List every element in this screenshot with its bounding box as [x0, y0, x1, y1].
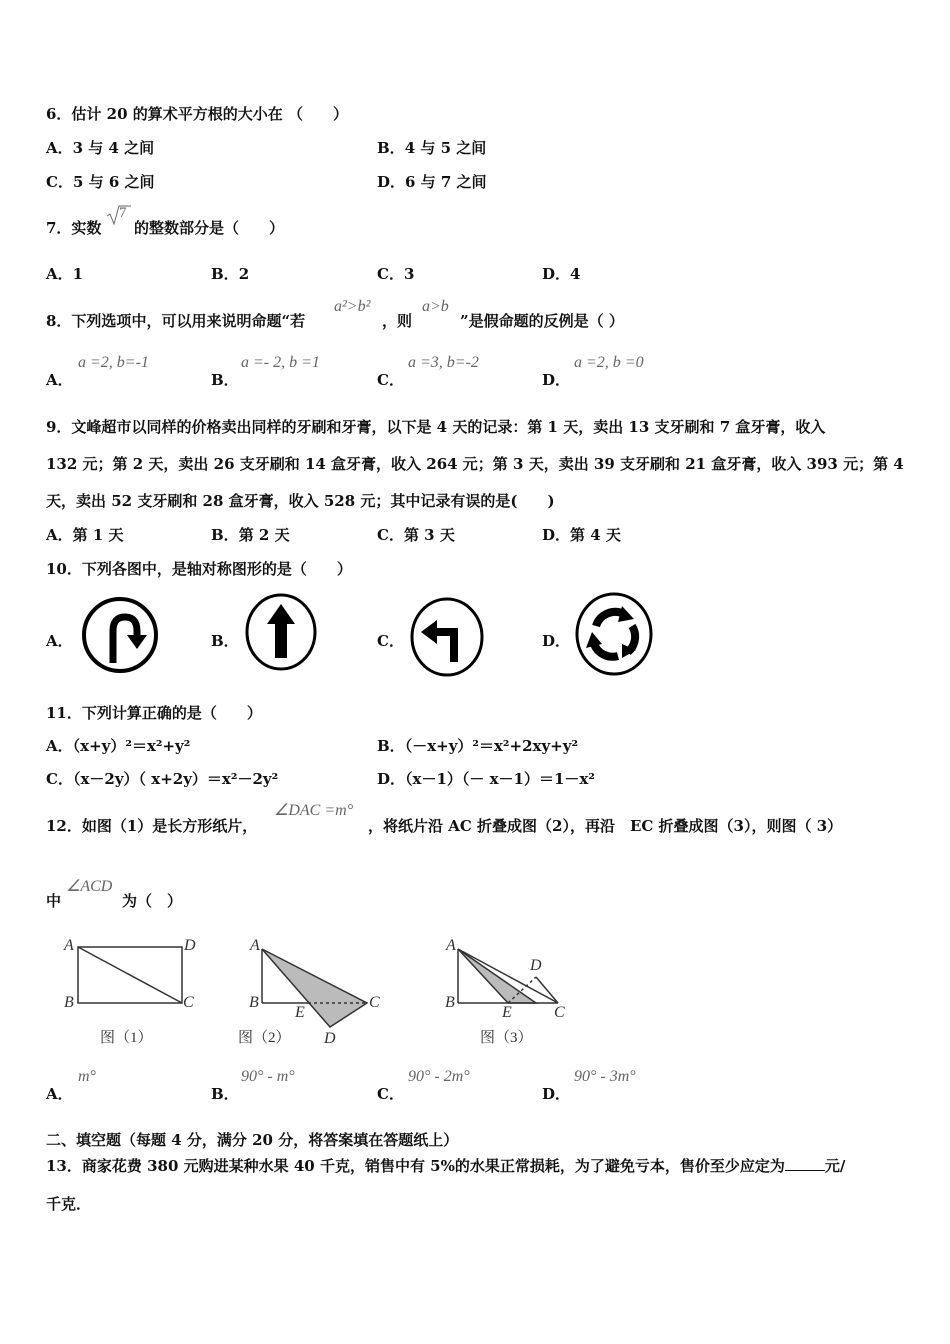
q12-stem-before: 12．如图（1）是长方形纸片， [46, 817, 258, 835]
fig1-label-a: A [64, 937, 74, 954]
q11-option-a: A．（x+y）²＝x²+y² [46, 737, 191, 755]
q8-stem-before: 8．下列选项中，可以用来说明命题“若 [46, 312, 306, 330]
q12-angle-acd: ∠ACD [66, 878, 113, 895]
q8-option-d-math: a =2, b =0 [574, 354, 644, 371]
fig3-label-c: C [554, 1004, 565, 1021]
q7-stem-after: 的整数部分是（ ） [134, 219, 285, 237]
q11-stem: 11．下列计算正确的是（ ） [46, 704, 262, 722]
q7-radicand: 7 [119, 205, 127, 221]
q8-option-a-math: a =2, b=-1 [78, 354, 149, 371]
q12-option-d-math: 90° - 3m° [574, 1068, 636, 1085]
q6-option-a: A．3 与 4 之间 [46, 139, 155, 157]
q9-option-b: B．第 2 天 [211, 526, 290, 544]
q7-option-c: C．3 [377, 265, 415, 283]
q6-option-d: D．6 与 7 之间 [377, 173, 487, 191]
q8-condition-2: a>b [422, 298, 449, 315]
q12-line2-after: 为（ ） [122, 892, 183, 910]
figure-1-caption: 图（1） [100, 1030, 153, 1046]
q9-option-a: A．第 1 天 [46, 526, 124, 544]
q12-option-a-label: A． [46, 1085, 73, 1103]
q8-stem-after: ”是假命题的反例是（ ） [460, 312, 624, 330]
q12-line2-before: 中 [46, 892, 62, 910]
q11-option-d: D．（x－1）（－ x－1）＝1－x² [377, 770, 595, 788]
q12-option-d-label: D． [542, 1085, 571, 1103]
fig1-label-c: C [183, 994, 194, 1011]
q8-option-b-label: B． [211, 371, 239, 389]
fig3-label-d: D [530, 957, 542, 974]
q12-option-c-label: C． [377, 1085, 404, 1103]
fig2-label-a: A [250, 937, 260, 954]
q8-condition-1: a²>b² [334, 298, 371, 315]
q7-option-a: A．1 [46, 265, 84, 283]
q8-option-a-label: A． [46, 371, 73, 389]
q9-line-1: 9．文峰超市以同样的价格卖出同样的牙刷和牙膏，以下是 4 天的记录：第 1 天，卖出 13 支牙刷和 7 盒牙膏，收入 [46, 418, 826, 436]
q13-line2: 千克． [46, 1195, 92, 1213]
fig3-label-e: E [502, 1004, 512, 1021]
q12-angle-dac: ∠DAC =m° [274, 802, 354, 819]
q6-stem: 6．估计 20 的算术平方根的大小在 （ ） [46, 105, 348, 123]
figure-2-caption: 图（2） [238, 1030, 291, 1046]
q10-option-d-label: D． [542, 632, 571, 650]
q12-option-a-math: m° [78, 1068, 96, 1085]
q10-option-c-label: C． [377, 632, 404, 650]
fig1-label-b: B [64, 994, 74, 1011]
fig2-label-e: E [295, 1004, 305, 1021]
q10-stem: 10．下列各图中，是轴对称图形的是（ ） [46, 560, 352, 578]
q9-line-3: 天，卖出 52 支牙刷和 28 盒牙膏，收入 528 元；其中记录有误的是( ) [46, 492, 555, 510]
q8-option-c-math: a =3, b=-2 [408, 354, 479, 371]
fig2-label-b: B [249, 994, 259, 1011]
u-turn-sign-icon [80, 595, 160, 675]
q6-option-c: C．5 与 6 之间 [46, 173, 155, 191]
figure-3-caption: 图（3） [480, 1030, 533, 1046]
q7-stem-before: 7．实数 [46, 219, 102, 237]
fig3-label-b: B [445, 994, 455, 1011]
q12-option-b-math: 90° - m° [241, 1068, 295, 1085]
q12-stem-after: ，将纸片沿 AC 折叠成图（2），再沿 EC 折叠成图（3），则图（ 3） [368, 817, 843, 835]
q13-line1: 13．商家花费 380 元购进某种水果 40 千克，销售中有 5%的水果正常损耗，为了避免亏本，售价至少应定为 元/ [46, 1157, 846, 1175]
q9-option-d: D．第 4 天 [542, 526, 621, 544]
q10-option-b-label: B． [211, 632, 239, 650]
left-turn-sign-icon [409, 596, 485, 678]
q6-option-b: B．4 与 5 之间 [377, 139, 487, 157]
q11-option-c: C．（x－2y）（ x+2y）＝x²－2y² [46, 770, 279, 788]
q11-option-b: B．（－x+y）²＝x²+2xy+y² [377, 737, 579, 755]
fig3-label-a: A [446, 937, 456, 954]
q12-option-c-math: 90° - 2m° [408, 1068, 470, 1085]
q9-option-c: C．第 3 天 [377, 526, 455, 544]
q12-option-b-label: B． [211, 1085, 239, 1103]
q7-option-b: B．2 [211, 265, 250, 283]
q8-option-c-label: C． [377, 371, 404, 389]
straight-arrow-sign-icon [244, 592, 318, 672]
q10-option-a-label: A． [46, 632, 73, 650]
fig2-label-c: C [369, 994, 380, 1011]
fig1-label-d: D [184, 937, 196, 954]
section-2-heading: 二、填空题（每题 4 分，满分 20 分，将答案填在答题纸上） [46, 1131, 459, 1149]
q13-answer-blank[interactable] [785, 1169, 825, 1171]
fig2-label-d: D [324, 1030, 336, 1047]
q8-option-b-math: a =- 2, b =1 [241, 354, 320, 371]
q7-option-d: D．4 [542, 265, 581, 283]
q8-option-d-label: D． [542, 371, 571, 389]
roundabout-sign-icon [574, 592, 654, 676]
q8-stem-mid: ，则 [382, 312, 413, 330]
q9-line-2: 132 元；第 2 天，卖出 26 支牙刷和 14 盒牙膏，收入 264 元；第 3 天，卖出 39 支牙刷和 21 盒牙膏，收入 393 元；第 4 [46, 455, 904, 473]
